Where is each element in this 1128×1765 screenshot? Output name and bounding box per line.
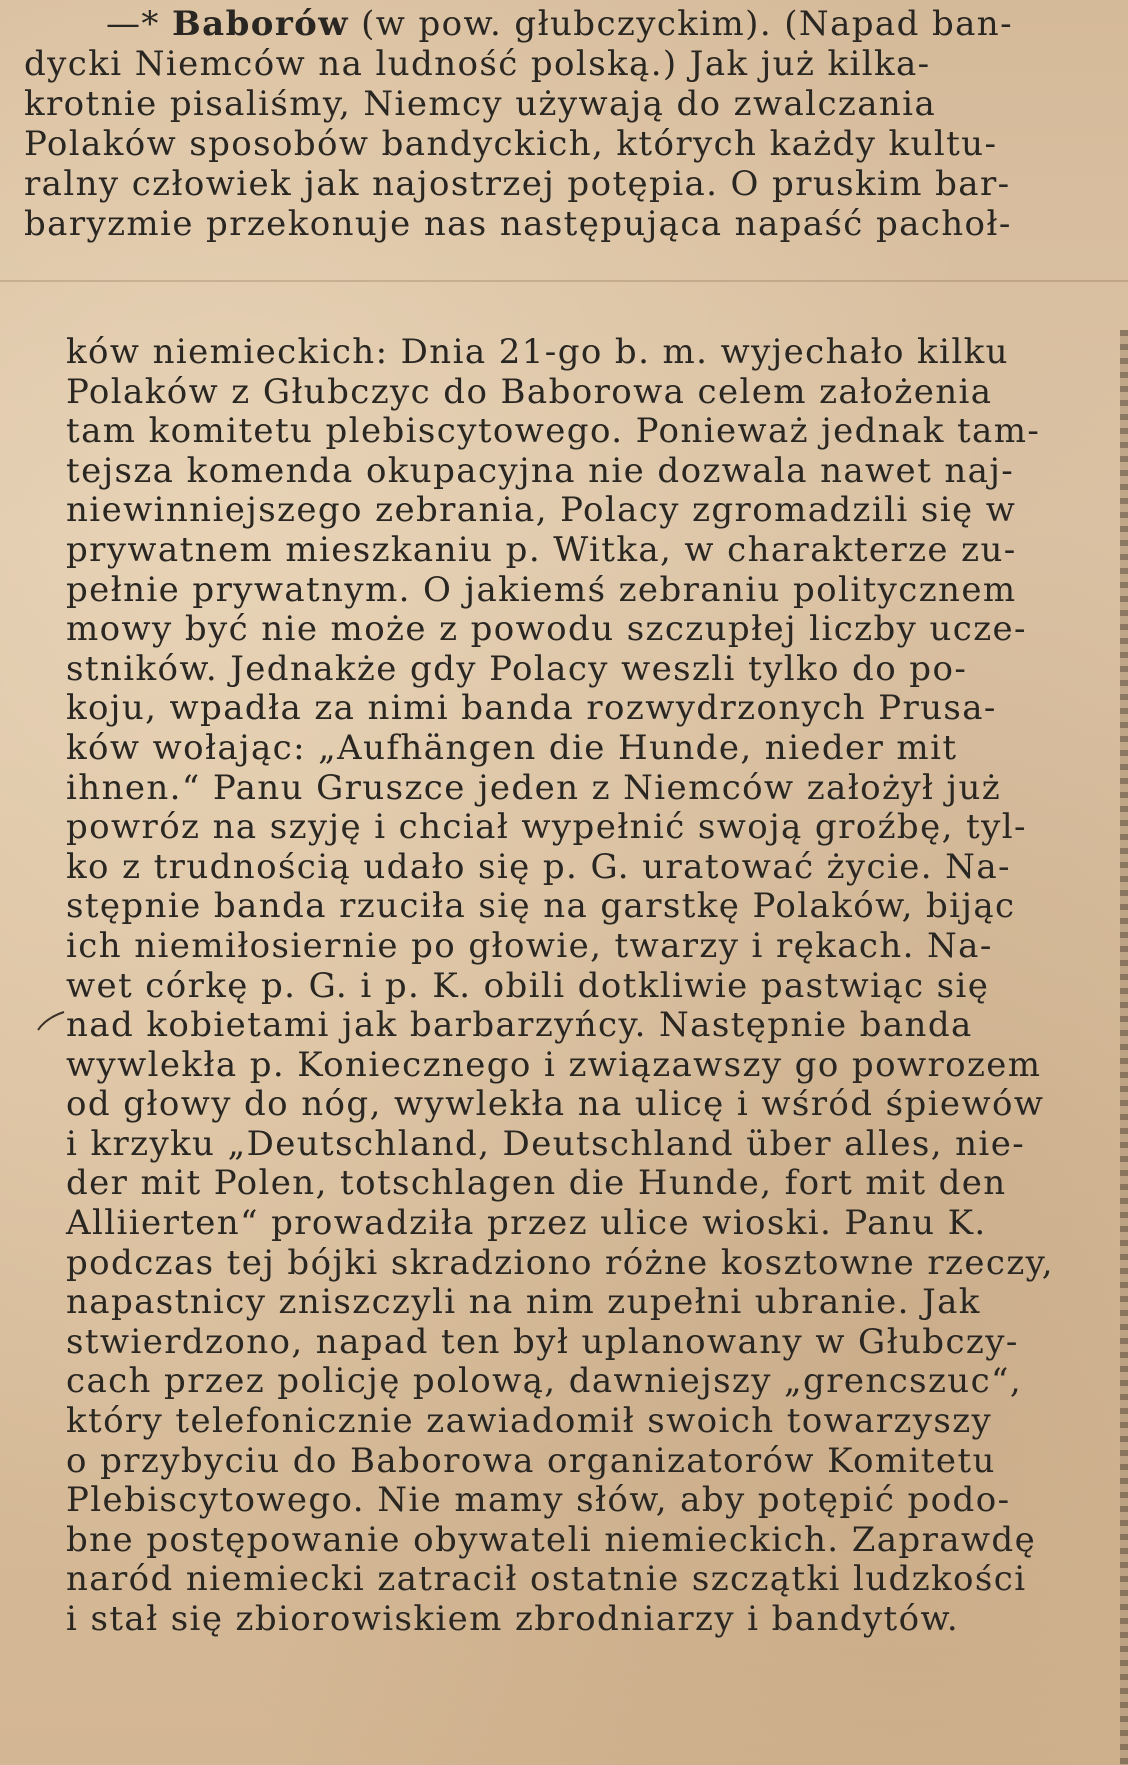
article-line: Polaków z Głubczyc do Baborowa celem założenia	[66, 371, 993, 412]
article-line: Polaków sposobów bandyckich, których każdy kultu-	[24, 124, 998, 164]
article-top-block	[24, 4, 1114, 244]
article-line: pełnie prywatnym. O jakiemś zebraniu politycznem	[66, 569, 1017, 610]
article-line: prywatnem mieszkaniu p. Witka, w charakterze zu-	[66, 529, 1017, 570]
article-line: stników. Jednakże gdy Polacy weszli tylko do po-	[66, 648, 968, 689]
article-line: ralny człowiek jak najostrzej potępia. O pruskim bar-	[24, 164, 1011, 204]
article-line: krotnie pisaliśmy, Niemcy używają do zwalczania	[24, 84, 937, 124]
article-line: stępnie banda rzuciła się na garstkę Polaków, bijąc	[66, 886, 1016, 927]
lead-dash: —*	[106, 4, 173, 44]
article-line: od głowy do nóg, wywlekła na ulicę i wśród śpiewów	[66, 1084, 1045, 1125]
article-line: stwierdzono, napad ten był uplanowany w Głubczy-	[66, 1321, 1019, 1362]
fold-line	[0, 280, 1128, 282]
article-line: tejsza komenda okupacyjna nie dozwala nawet naj-	[66, 450, 1015, 491]
article-line	[24, 4, 1114, 44]
article-line: i krzyku „Deutschland, Deutschland über alles, nie-	[66, 1123, 1026, 1164]
pen-mark-icon	[36, 1010, 66, 1032]
article-line: dycki Niemców na ludność polską.) Jak już kilka-	[24, 44, 931, 84]
article-line: Plebiscytowego. Nie mamy słów, aby potępić podo-	[66, 1480, 1011, 1521]
article-line: który telefonicznie zawiadomił swoich towarzyszy	[66, 1401, 993, 1442]
article-line: podczas tej bójki skradziono różne kosztowne rzeczy,	[66, 1242, 1054, 1283]
article-line: niewinniejszego zebrania, Polacy zgromadzili się w	[66, 490, 1017, 531]
article-line: powróz na szyję i chciał wypełnić swoją groźbę, tyl-	[66, 807, 1027, 848]
article-line: ków niemieckich: Dnia 21-go b. m. wyjechało kilku	[66, 332, 1009, 372]
article-line: Alliierten“ prowadziła przez ulice wioski. Panu K.	[66, 1203, 987, 1244]
article-line: mowy być nie może z powodu szczupłej liczby ucze-	[66, 609, 1027, 650]
article-line: bne postępowanie obywateli niemieckich. Zaprawdę	[66, 1519, 1037, 1560]
article-line: koju, wpadła za nimi banda rozwydrzonych Prusa-	[66, 688, 997, 729]
article-bottom-block	[66, 333, 1106, 1640]
article-line: nad kobietami jak barbarzyńcy. Następnie banda	[66, 1005, 973, 1046]
article-line: i stał się zbiorowiskiem zbrodniarzy i bandytów.	[66, 1599, 960, 1639]
article-line: ich niemiłosiernie po głowie, twarzy i rękach. Na-	[66, 925, 993, 966]
article-line: wet córkę p. G. i p. K. obili dotkliwie pastwiąc się	[66, 965, 990, 1006]
article-line: napastnicy zniszczyli na nim zupełni ubranie. Jak	[66, 1282, 981, 1323]
article-line: tam komitetu plebiscytowego. Ponieważ jednak tam-	[66, 411, 1041, 452]
article-line: ihnen.“ Panu Gruszce jeden z Niemców założył już	[66, 767, 1002, 808]
article-line: ków wołając: „Aufhängen die Hunde, nieder mit	[66, 727, 958, 768]
article-line: baryzmie przekonuje nas następująca napaść pachoł-	[24, 204, 1012, 244]
lead-place: Baborów	[172, 4, 349, 44]
column-rule	[1120, 330, 1128, 1765]
article-line: naród niemiecki zatracił ostatnie szczątki ludzkości	[66, 1559, 1027, 1600]
article-line-text: (w pow. głubczyckim). (Napad ban-	[348, 4, 1013, 44]
article-line: o przybyciu do Baborowa organizatorów Komitetu	[66, 1440, 996, 1481]
article-line: cach przez policję polową, dawniejszy „grencszuc“,	[66, 1361, 1023, 1402]
article-line: der mit Polen, totschlagen die Hunde, fort mit den	[66, 1163, 1007, 1204]
article-line: ko z trudnością udało się p. G. uratować życie. Na-	[66, 846, 1011, 887]
article-line: wywlekła p. Koniecznego i związawszy go powrozem	[66, 1044, 1042, 1085]
